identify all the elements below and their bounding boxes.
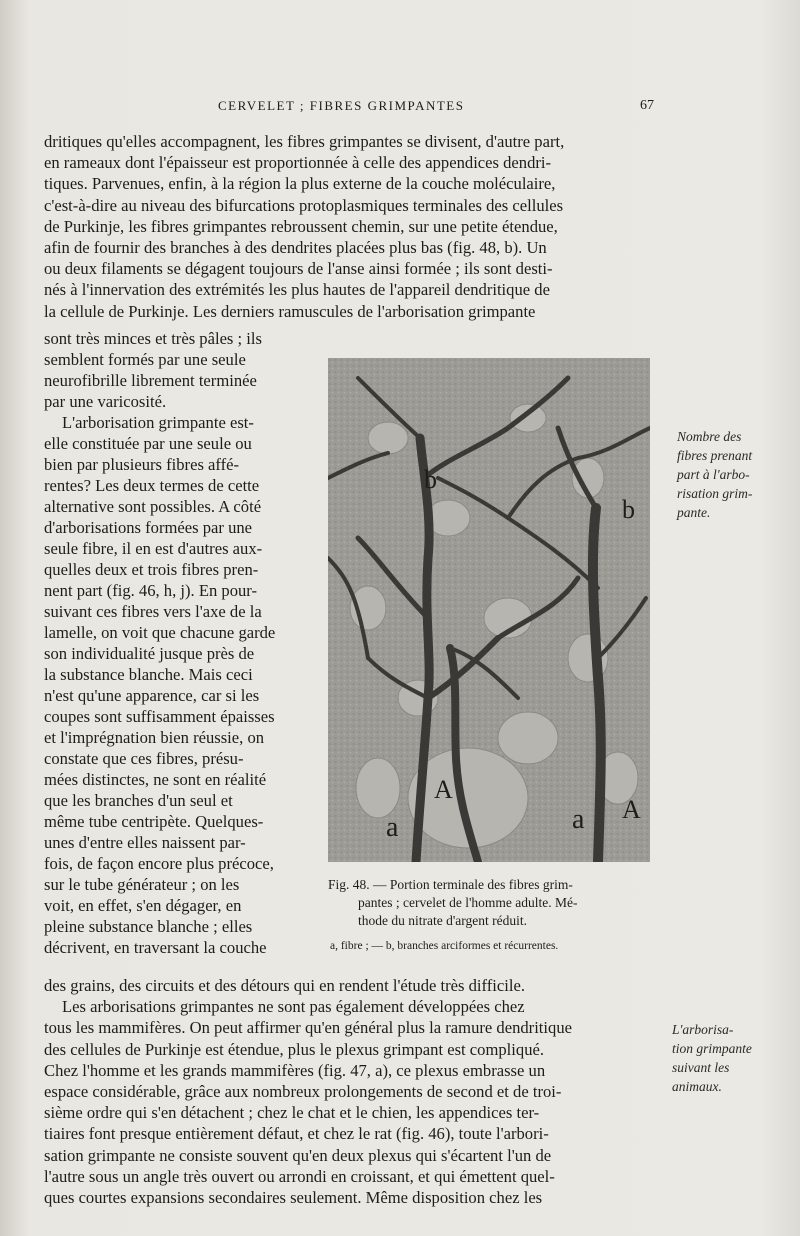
figure-label-b-left: b bbox=[424, 465, 437, 494]
caption-line: Fig. 48. — Portion terminale des fibres grim- bbox=[328, 877, 573, 892]
figure-label-a-left: a bbox=[386, 812, 399, 843]
margin-note-line: animaux. bbox=[672, 1079, 722, 1094]
text-line: semblent formés par une seule bbox=[44, 350, 246, 369]
margin-note-line: Nombre des bbox=[677, 429, 742, 444]
text-line: coupes sont suffisamment épaisses bbox=[44, 707, 275, 726]
text-line: ques courtes expansions secondaires seulement. Même disposition chez les bbox=[44, 1188, 543, 1207]
text-line: rentes? Les deux termes de cette bbox=[44, 476, 260, 495]
text-line: tous les mammifères. On peut affirmer qu'en général plus la ramure dendritique bbox=[44, 1018, 572, 1038]
text-line: unes d'entre elles naissent par- bbox=[44, 833, 246, 852]
figure-48-drawing bbox=[328, 358, 650, 862]
text-line: voit, en effet, s'en dégager, en bbox=[44, 896, 242, 915]
text-line: afin de fournir des branches à des dendrites placées plus bas (fig. 48, b). Un bbox=[44, 238, 547, 257]
margin-note-line: part à l'arbo- bbox=[677, 467, 750, 482]
text-line: quelles deux et trois fibres pren- bbox=[44, 560, 259, 579]
running-head: CERVELET ; FIBRES GRIMPANTES bbox=[218, 98, 465, 113]
text-line: bien par plusieurs fibres affé- bbox=[44, 455, 240, 474]
text-line: en rameaux dont l'épaisseur est proportionnée à celle des appendices dendri- bbox=[44, 153, 552, 173]
text-line: lamelle, on voit que chacune garde bbox=[44, 623, 276, 642]
text-line: alternative sont possibles. A côté bbox=[44, 497, 262, 516]
page-header bbox=[0, 98, 800, 118]
text-line: sur le tube générateur ; on les bbox=[44, 875, 240, 894]
text-line: la cellule de Purkinje. Les derniers ramuscules de l'arborisation grimpante bbox=[44, 301, 536, 321]
text-line: des cellules de Purkinje est étendue, plus le plexus grimpant est compliqué. bbox=[44, 1039, 545, 1059]
text-line: dritiques qu'elles accompagnent, les fibres grimpantes se divisent, d'autre part, bbox=[44, 132, 565, 151]
figure-label-A-left: A bbox=[434, 775, 453, 804]
text-line: pleine substance blanche ; elles bbox=[44, 917, 253, 936]
text-line: et l'imprégnation bien réussie, on bbox=[44, 728, 265, 747]
caption-line: pantes ; cervelet de l'homme adulte. Mé- bbox=[358, 895, 578, 910]
text-line: seule fibre, il en est d'autres aux- bbox=[44, 539, 263, 558]
figure-caption bbox=[328, 876, 658, 930]
margin-note-line: fibres prenant bbox=[677, 448, 753, 463]
margin-note-line: L'arborisa- bbox=[672, 1022, 734, 1037]
text-line: tiques. Parvenues, enfin, à la région la plus externe de la couche moléculaire, bbox=[44, 174, 556, 194]
text-line: son individualité jusque près de bbox=[44, 644, 255, 663]
figure-label-b-right: b bbox=[622, 495, 635, 524]
text-line: suivant ces fibres vers l'axe de la bbox=[44, 602, 262, 621]
text-line: espace considérable, grâce aux nombreux prolongements de second et de troi- bbox=[44, 1082, 562, 1101]
text-line: n'est qu'une apparence, car si les bbox=[44, 686, 260, 705]
text-line: L'arborisation grimpante est- bbox=[62, 413, 254, 432]
text-line: elle constituée par une seule ou bbox=[44, 434, 252, 453]
text-line: décrivent, en traversant la couche bbox=[44, 938, 267, 957]
figure-48-illustration bbox=[328, 358, 650, 862]
text-line: ou deux filaments se dégagent toujours de l'anse ainsi formée ; ils sont desti- bbox=[44, 259, 553, 279]
margin-note-2 bbox=[672, 1020, 752, 1096]
text-line: de Purkinje, les fibres grimpantes rebroussent chemin, sur une petite étendue, bbox=[44, 216, 558, 236]
text-line: par une varicosité. bbox=[44, 392, 167, 411]
text-line: nent part (fig. 46, h, j). En pour- bbox=[44, 581, 258, 600]
text-line: neurofibrille librement terminée bbox=[44, 371, 257, 390]
text-line: la substance blanche. Mais ceci bbox=[44, 665, 253, 684]
caption-line: thode du nitrate d'argent réduit. bbox=[358, 913, 528, 928]
text-line: Les arborisations grimpantes ne sont pas également développées chez bbox=[62, 997, 525, 1017]
text-line: que les branches d'un seul et bbox=[44, 791, 233, 810]
text-line: sont très minces et très pâles ; ils bbox=[44, 329, 262, 348]
text-line: d'arborisations formées par une bbox=[44, 518, 253, 537]
text-line: sation grimpante ne consiste souvent qu'en deux plexus qui s'écartent l'un de bbox=[44, 1145, 552, 1165]
text-line: mées distinctes, ne sont en réalité bbox=[44, 770, 267, 789]
margin-note-1 bbox=[677, 427, 752, 522]
figure-legend: a, fibre ; — b, branches arciformes et récurrentes. bbox=[330, 940, 559, 952]
figure-label-A-right: A bbox=[622, 795, 641, 824]
margin-note-line: suivant les bbox=[672, 1060, 730, 1075]
text-line: Chez l'homme et les grands mammifères (fig. 47, a), ce plexus embrasse un bbox=[44, 1060, 546, 1080]
text-line: l'autre sous un angle très ouvert ou arrondi en croissant, et qui émettent quel- bbox=[44, 1166, 555, 1186]
margin-note-line: tion grimpante bbox=[672, 1041, 752, 1056]
text-line: tiaires font presque entièrement défaut, et chez le rat (fig. 46), toute l'arbori- bbox=[44, 1124, 549, 1144]
text-line: c'est-à-dire au niveau des bifurcations protoplasmiques terminales des cellules bbox=[44, 195, 564, 215]
text-line: même tube centripète. Quelques- bbox=[44, 812, 264, 831]
figure-label-a-right: a bbox=[572, 804, 585, 835]
text-line: sième ordre qui s'en détachent ; chez le chat et le chien, les appendices ter- bbox=[44, 1103, 540, 1123]
page-number: 67 bbox=[640, 98, 654, 113]
text-line: des grains, des circuits et des détours qui en rendent l'étude très difficile. bbox=[44, 976, 525, 995]
margin-note-line: risation grim- bbox=[677, 486, 753, 501]
text-line: constate que ces fibres, présu- bbox=[44, 749, 244, 768]
text-line: nés à l'innervation des extrémités les plus hautes de l'appareil dendritique de bbox=[44, 280, 550, 300]
margin-note-line: pante. bbox=[677, 505, 711, 520]
text-line: fois, de façon encore plus précoce, bbox=[44, 854, 274, 873]
